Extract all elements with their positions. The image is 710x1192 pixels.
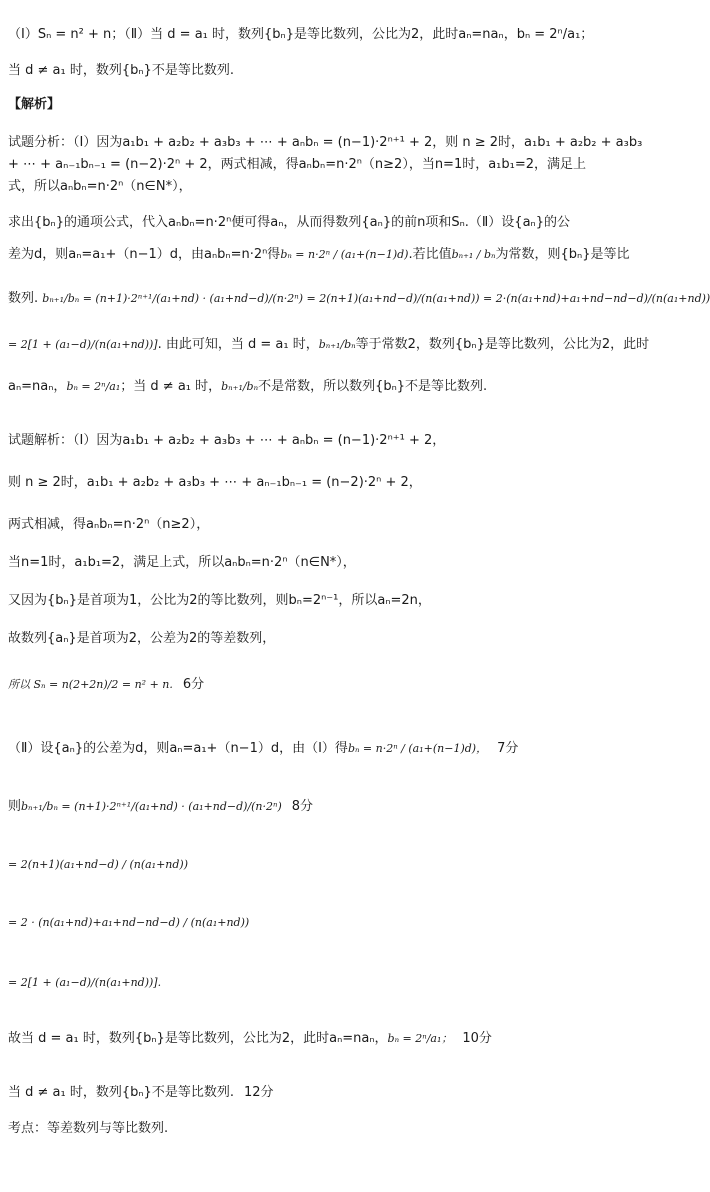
ratio-expansion-formula: bₙ₊₁/bₙ = (n+1)·2ⁿ⁺¹/(a₁+nd) · (a₁+nd−d)/(n·2ⁿ) = 2(n+1)(a₁+nd−d)/(n(a₁+nd)) = 2·(n(a₁+nd)+a₁+nd−nd−d)/(n(a₁+nd))	[42, 292, 710, 305]
analysis-line-2	[8, 156, 586, 174]
bn-general-formula: bₙ = n·2ⁿ / (a₁+(n−1)d)，	[347, 742, 488, 755]
analysis-text-4: 求出{bₙ}的通项公式，代入aₙbₙ=n·2ⁿ便可得aₙ，从而得数列{aₙ}的前n项和Sₙ.（Ⅱ）设{aₙ}的公	[8, 215, 570, 230]
analysis-text-8e: 不是常数，所以数列{bₙ}不是等比数列.	[258, 379, 488, 394]
bn-result-formula: bₙ = 2ⁿ/a₁	[66, 380, 121, 393]
analysis-line-5	[8, 246, 630, 264]
solution-text-3: 两式相减，得aₙbₙ=n·2ⁿ（n≥2），	[8, 517, 210, 532]
analysis-line-7	[8, 336, 649, 354]
answer-text-1: （Ⅰ）Sₙ = n² + n；（Ⅱ）当 d = a₁ 时，数列{bₙ}是等比数列，公比为2，此时aₙ=naₙ，bₙ = 2ⁿ/a₁；	[8, 27, 594, 42]
ratio-formula: bₙ₊₁ / bₙ	[451, 248, 496, 261]
section-header	[8, 96, 60, 114]
analysis-line-8	[8, 378, 487, 396]
analysis-text-7d: 等于常数2，数列{bₙ}是等比数列，公比为2，此时	[355, 337, 650, 352]
analysis-text-7b: . 由此可知，当 d = a₁ 时，	[157, 337, 319, 352]
answer-line-2	[8, 62, 234, 80]
ratio-step-2: = 2(n+1)(a₁+nd−d) / (n(a₁+nd))	[8, 858, 189, 871]
analysis-text-5e: 为常数，则{bₙ}是等比	[495, 247, 630, 262]
ratio-formula-2: bₙ₊₁/bₙ	[318, 338, 356, 351]
solution-text-9a: 则	[8, 799, 22, 814]
score-7: 7分	[497, 741, 519, 756]
bn-formula: bₙ = n·2ⁿ / (a₁+(n−1)d)	[280, 248, 409, 261]
solution-line-4	[8, 554, 356, 572]
solution-text-8a: （Ⅱ）设{aₙ}的公差为d，则aₙ=a₁+（n−1）d，由（Ⅰ）得	[8, 741, 348, 756]
ratio-simplified-formula: = 2[1 + (a₁−d)/(n(a₁+nd))]	[8, 338, 158, 351]
answer-text-2: 当 d ≠ a₁ 时，数列{bₙ}不是等比数列.	[8, 63, 234, 78]
ratio-step-3: = 2 · (n(a₁+nd)+a₁+nd−nd−d) / (n(a₁+nd))	[8, 916, 250, 929]
analysis-text-1: 试题分析：（Ⅰ）因为a₁b₁ + a₂b₂ + a₃b₃ + ⋯ + aₙbₙ = (n−1)·2ⁿ⁺¹ + 2，则 n ≥ 2时，a₁b₁ + a₂b₂ + a₃b₃	[8, 135, 643, 150]
solution-line-7	[8, 676, 204, 694]
footer-line	[8, 1120, 168, 1138]
solution-line-6	[8, 630, 275, 648]
ratio-formula-3: bₙ₊₁/bₙ	[221, 380, 259, 393]
solution-text-1: 试题解析：（Ⅰ）因为a₁b₁ + a₂b₂ + a₃b₃ + ⋯ + aₙbₙ = (n−1)·2ⁿ⁺¹ + 2，	[8, 433, 446, 448]
answer-line-1	[8, 26, 593, 44]
footer-text: 考点：等差数列与等比数列.	[8, 1121, 169, 1136]
analysis-line-1	[8, 134, 642, 152]
solution-line-3	[8, 516, 209, 534]
solution-line-9	[8, 798, 313, 816]
score-8: 8分	[291, 799, 314, 814]
score-10: 10分	[462, 1031, 492, 1046]
score-12: 12分	[243, 1085, 274, 1100]
solution-text-5: 又因为{bₙ}是首项为1，公比为2的等比数列，则bₙ=2ⁿ⁻¹，所以aₙ=2n，	[8, 593, 431, 608]
solution-line-10	[8, 856, 188, 874]
analysis-text-6a: 数列.	[8, 291, 39, 306]
analysis-text-3: 式，所以aₙbₙ=n·2ⁿ（n∈N*），	[8, 179, 192, 194]
solution-text-13a: 故当 d = a₁ 时，数列{bₙ}是等比数列，公比为2，此时aₙ=naₙ，	[8, 1031, 388, 1046]
solution-text-2: 则 n ≥ 2时，a₁b₁ + a₂b₂ + a₃b₃ + ⋯ + aₙ₋₁bₙ₋₁ = (n−2)·2ⁿ + 2，	[8, 475, 422, 490]
score-6: 6分	[182, 677, 205, 692]
solution-line-11	[8, 914, 249, 932]
analysis-text-5c: .若比值	[408, 247, 452, 262]
solution-text-6: 故数列{aₙ}是首项为2，公差为2的等差数列，	[8, 631, 276, 646]
solution-line-13	[8, 1030, 492, 1048]
sn-result-formula: 所以 Sₙ = n(2+2n)/2 = n² + n.	[8, 678, 173, 691]
solution-line-1	[8, 432, 445, 450]
solution-line-5	[8, 592, 431, 610]
ratio-step-4: = 2[1 + (a₁−d)/(n(a₁+nd))].	[8, 976, 162, 989]
solution-text-14a: 当 d ≠ a₁ 时，数列{bₙ}不是等比数列.	[8, 1085, 234, 1100]
analysis-text-8c: ；当 d ≠ a₁ 时，	[120, 379, 222, 394]
analysis-line-3	[8, 178, 192, 196]
analysis-line-6	[8, 290, 710, 308]
solution-line-8	[8, 740, 518, 758]
solution-line-12	[8, 974, 161, 992]
header-text: 【解析】	[8, 97, 61, 112]
analysis-text-2: + ⋯ + aₙ₋₁bₙ₋₁ = (n−2)·2ⁿ + 2，两式相减，得aₙbₙ=n·2ⁿ（n≥2），当n=1时，a₁b₁=2，满足上	[8, 157, 587, 172]
bn-final-formula: bₙ = 2ⁿ/a₁；	[387, 1032, 453, 1045]
analysis-text-8a: aₙ=naₙ，	[8, 379, 67, 394]
solution-text-4: 当n=1时，a₁b₁=2，满足上式，所以aₙbₙ=n·2ⁿ（n∈N*），	[8, 555, 356, 570]
solution-line-14	[8, 1084, 274, 1102]
analysis-line-4	[8, 214, 570, 232]
solution-line-2	[8, 474, 422, 492]
analysis-text-5a: 差为d，则aₙ=a₁+（n−1）d，由aₙbₙ=n·2ⁿ得	[8, 247, 281, 262]
ratio-step-1: bₙ₊₁/bₙ = (n+1)·2ⁿ⁺¹/(a₁+nd) · (a₁+nd−d)/(n·2ⁿ)	[21, 800, 282, 813]
